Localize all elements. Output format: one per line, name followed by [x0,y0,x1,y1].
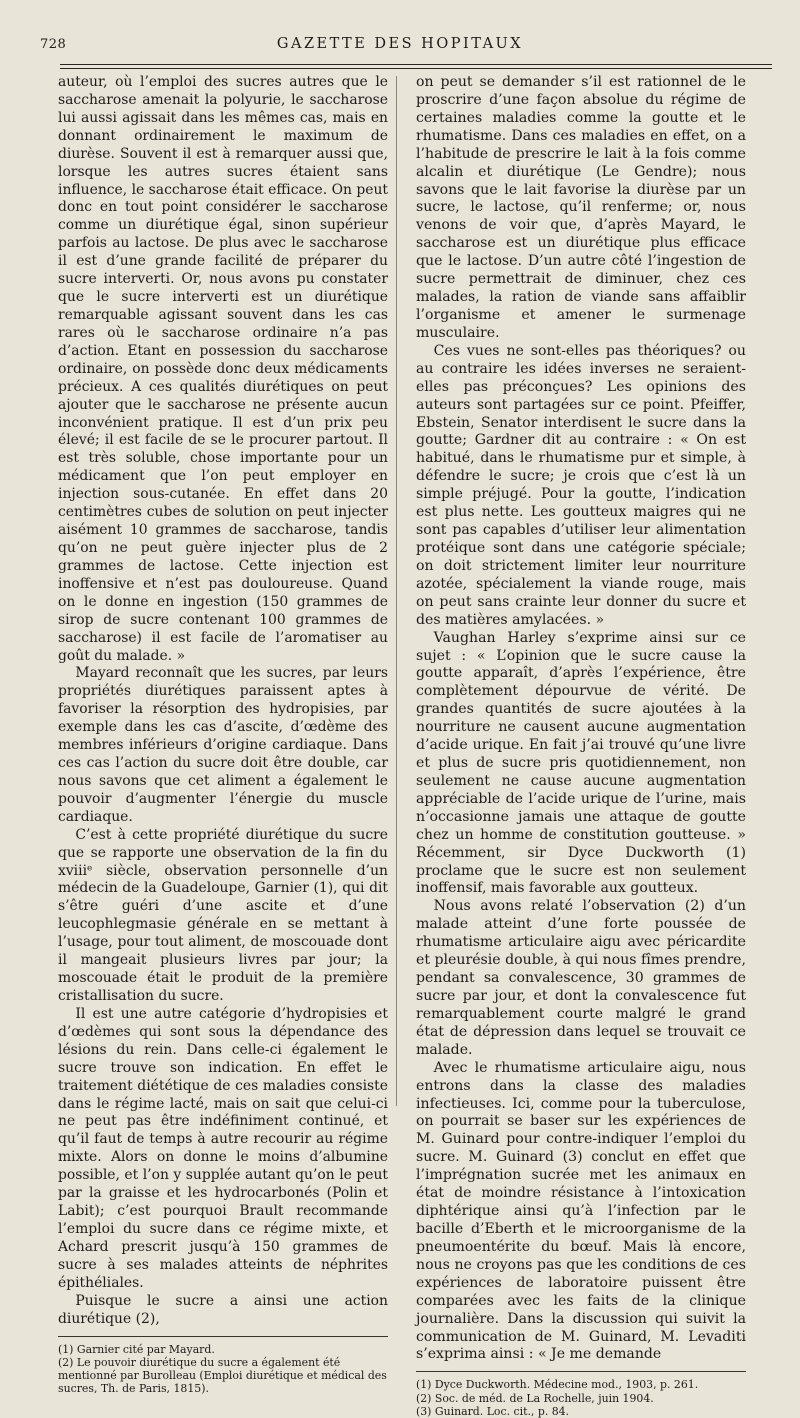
column-divider [396,76,397,1106]
footnote: (2) Soc. de méd. de La Rochelle, juin 1904. [416,1391,654,1405]
paragraph: on peut se demander s’il est rationnel de le proscrire d’une façon absolue du régime de certaines maladies comme la goutte et le rhumatisme. Dans ces maladies en effet, on a l’habitude de prescrire le lait à la fois comme alcalin et diurétique (Le Gendre); nous savons que le lait favorise la diurèse par un sucre, le lactose, qu’il renferme; or, nous venons de voir que, d’après Mayard, le saccharose est un diurétique plus efficace que le lactose. D’un autre côté l’ingestion de sucre permettrait de diminuer, chez ces malades, la ration de viande sans affaiblir l’organisme et amener le surmenage musculaire. [416,74,746,341]
journal-title: GAZETTE DES HOPITAUX [276,36,524,52]
paragraph: Mayard reconnaît que les sucres, par leurs propriétés diurétiques paraissent aptes à favoriser la résorption des hydropisies, par exemple dans les cas d’ascite, d’œdème des membres inférieurs d’origine cardiaque. Dans ces cas l’action du sucre doit être double, car nous savons que cet aliment a également le pouvoir d’augmenter l’énergie du muscle cardiaque. [58,665,388,825]
footnote: (2) Le pouvoir diurétique du sucre a également été mentionné par Burolleau (Emploi diurétique et médical des sucres, Th. de Paris, 1815). [58,1355,387,1396]
footnote: (1) Dyce Duckworth. Médecine mod., 1903, p. 261. [416,1378,699,1392]
left-column-text [58,74,388,1329]
right-footnotes [416,1378,746,1418]
header-rule-bottom [60,68,772,69]
paragraph: Avec le rhumatisme articulaire aigu, nous entrons dans la classe des maladies infectieuses. Ici, comme pour la tuberculose, on pourrait se baser sur les expériences de M. Guinard pour contre-indiquer l’emploi du sucre. M. Guinard (3) conclut en effet que l’imprégnation sucrée met les animaux en état de moindre résistance à l’intoxication diphtérique ainsi qu’à l’infection par le bacille d’Eberth et le microorganisme de la pneumoentérite du bœuf. Mais là encore, nous ne croyons pas que les conditions de ces expériences de laboratoire puissent être comparées avec les faits de la clinique journalière. Dans la discussion qui suivit la communication de M. Guinard, M. Levaditi s’exprima ainsi : « Je me demande [416,1059,746,1363]
page-number: 728 [40,37,67,52]
footnote: (1) Garnier cité par Mayard. [58,1342,215,1356]
left-footnotes [58,1343,388,1396]
footnote-rule [416,1371,746,1372]
footnote-rule [58,1336,388,1337]
right-column-text [416,74,746,1364]
paragraph: C’est à cette propriété diurétique du sucre que se rapporte une observation de la fin du xviiiᵉ siècle, observation personnelle d’un médecin de la Guadeloupe, Garnier (1), qui dit s’être guéri d’une ascite et d’une leucophlegmasie générale en se mettant à l’usage, pour tout aliment, de moscouade dont il mangeait plusieurs livres par jour; la moscouade était le produit de la première cristallisation du sucre. [58,826,388,1005]
paragraph: auteur, où l’emploi des sucres autres que le saccharose amenait la polyurie, le saccharose lui aussi agissait dans les mêmes cas, mais en donnant ordinairement le maximum de diurèse. Souvent il est à remarquer aussi que, lorsque les autres sucres étaient sans influence, le saccharose était efficace. On peut donc en tout point considérer le saccharose comme un diurétique égal, sinon supérieur parfois au lactose. De plus avec le saccharose il est d’une grande facilité de préparer du sucre interverti. Or, nous avons pu constater que le sucre interverti est un diurétique remarquable agissant souvent dans les cas rares où le saccharose ordinaire n’a pas d’action. Etant en possession du saccharose ordinaire, on possède donc deux médicaments précieux. A ces qualités diurétiques on peut ajouter que le saccharose ne présente aucun inconvénient pratique. Il est d’un prix peu élevé; il est facile de se le procurer partout. Il est très soluble, chose importante pour un médicament que l’on peut employer en injection sous-cutanée. En effet dans 20 centimètres cubes de solution on peut injecter aisément 10 grammes de saccharose, tandis qu’on ne peut guère injecter plus de 2 grammes de lactose. Cette injection est inoffensive et n’est pas douloureuse. Quand on le donne en ingestion (150 grammes de sirop de sucre contenant 100 grammes de saccharose) il est facile de l’aromatiser au goût du malade. » [58,74,388,664]
footnote: (3) Guinard. Loc. cit., p. 84. [416,1404,570,1418]
paragraph: Puisque le sucre a ainsi une action diurétique (2), [58,1292,388,1327]
right-column [416,74,746,1418]
paragraph: Ces vues ne sont-elles pas théoriques? ou au contraire les idées inverses ne seraient-elles pas préconçues? Les opinions des auteurs sont partagées sur ce point. Pfeiffer, Ebstein, Senator interdisent le sucre dans la goutte; Gardner dit au contraire : « On est habitué, dans le rhumatisme pur et simple, à défendre le sucre; je crois que c’est là un simple préjugé. Pour la goutte, l’indication est plus nette. Les goutteux maigres qui ne sont pas capables d’utiliser leur alimentation protéique sont dans une catégorie spéciale; on doit strictement limiter leur nourriture azotée, spécialement la viande rouge, mais on peut sans crainte leur donner du sucre et des matières amylacées. » [416,342,746,628]
header-rule-top [60,64,772,65]
left-column [58,74,388,1395]
paragraph: Nous avons relaté l’observation (2) d’un malade atteint d’une forte poussée de rhumatisme articulaire aigu avec péricardite et pleurésie double, à qui nous fîmes prendre, pendant sa convalescence, 30 grammes de sucre par jour, et dont la convalescence fut remarquablement courte malgré le grand état de dépression dans lequel se trouvait ce malade. [416,898,746,1058]
paragraph: Il est une autre catégorie d’hydropisies et d’œdèmes qui sont sous la dépendance des lésions du rein. Dans celle-ci également le sucre trouve son indication. En effet le traitement diététique de ces maladies consiste dans le régime lacté, mais on sait que celui-ci ne peut pas être indéfiniment continué, et qu’il faut de temps à autre recourir au régime mixte. Alors on donne le moins d’albumine possible, et l’on y supplée autant qu’on le peut par la graisse et les hydrocarbonés (Polin et Labit); c’est pourquoi Brault recommande l’emploi du sucre dans ce régime mixte, et Achard prescrit jusqu’à 150 grammes de sucre à ses malades atteints de néphrites épithéliales. [58,1005,388,1291]
paragraph: Vaughan Harley s’exprime ainsi sur ce sujet : « L’opinion que le sucre cause la goutte apparaît, d’après l’expérience, être complètement dépourvue de vérité. De grandes quantités de sucre ajoutées à la nourriture ne causent aucune augmentation d’acide urique. En fait j’ai trouvé qu’une livre et plus de sucre pris quotidiennement, non seulement ne cause aucune augmentation appréciable de l’acide urique de l’urine, mais n’occasionne jamais une attaque de goutte chez un homme de constitution goutteuse. » Récemment, sir Dyce Duckworth (1) proclame que le sucre est non seulement inoffensif, mais favorable aux goutteux. [416,629,746,897]
